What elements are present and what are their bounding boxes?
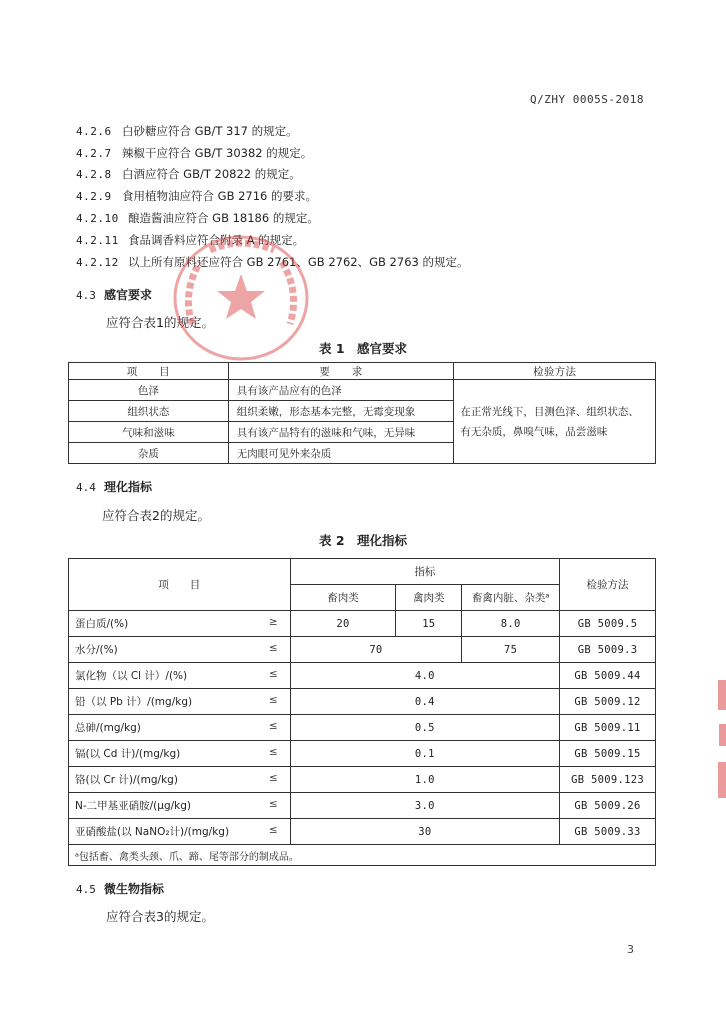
item-label: N-二甲基亚硝胺/(μg/kg): [75, 800, 192, 812]
value-cell: 8.0: [462, 611, 560, 637]
section-title: 微生物指标: [104, 882, 165, 896]
value-cell: 1.0: [290, 767, 559, 793]
clause-4-2-12: [76, 255, 468, 270]
comparison-symbol: ≤: [268, 642, 278, 654]
document-code: Q/ZHY 0005S-2018: [530, 93, 644, 106]
section-4-5-text: 应符合表3的规定。: [106, 909, 214, 924]
row-item: [69, 611, 291, 637]
clause-4-2-10: [76, 211, 319, 226]
section-title: 感官要求: [104, 288, 153, 302]
value-cell: 0.5: [290, 715, 559, 741]
comparison-symbol: ≤: [268, 746, 278, 758]
section-4-3-text: 应符合表1的规定。: [106, 315, 214, 330]
table-row: [69, 715, 656, 741]
comparison-symbol: ≤: [268, 824, 278, 836]
clause-text: 白砂糖应符合 GB/T 317 的规定。: [122, 124, 298, 138]
item-label: 蛋白质/(%): [75, 618, 129, 630]
item-label: 氯化物（以 Cl 计）/(%): [75, 670, 188, 682]
section-4-4-heading: [76, 478, 152, 495]
section-4-3-heading: [76, 286, 152, 303]
section-number: 4.3: [76, 289, 96, 302]
table-row: [69, 637, 656, 663]
test-method-cell: [454, 380, 656, 464]
table-row: [69, 819, 656, 845]
header-test-method: 检验方法: [454, 363, 656, 380]
value-cell: 75: [462, 637, 560, 663]
clause-number: 4.2.7: [76, 147, 112, 160]
method-cell: GB 5009.12: [560, 689, 656, 715]
item-label: 总砷/(mg/kg): [75, 722, 141, 734]
method-cell: GB 5009.15: [560, 741, 656, 767]
item-label: 铅（以 Pb 计）/(mg/kg): [75, 696, 193, 708]
comparison-symbol: ≤: [268, 694, 278, 706]
method-cell: GB 5009.3: [560, 637, 656, 663]
table-row: [69, 611, 656, 637]
table-row: [69, 663, 656, 689]
header-item: 项 目: [69, 559, 291, 611]
row-requirement: 具有该产品应有的色泽: [228, 380, 454, 401]
section-4-5-heading: [76, 880, 164, 897]
item-label: 水分/(%): [75, 644, 118, 656]
table-row: [69, 793, 656, 819]
row-item: [69, 819, 291, 845]
section-4-4-text: 应符合表2的规定。: [102, 508, 210, 523]
row-item: 气味和滋味: [69, 422, 229, 443]
row-item: [69, 793, 291, 819]
table2-caption: 表 2 理化指标: [318, 533, 408, 548]
section-number: 4.4: [76, 481, 96, 494]
sensory-requirements-table: [68, 362, 656, 464]
clause-4-2-11: [76, 233, 304, 248]
comparison-symbol: ≤: [268, 772, 278, 784]
row-requirement: 组织柔嫩，形态基本完整，无霉变现象: [228, 401, 454, 422]
test-method-line-1: 在正常光线下，目测色泽、组织状态、: [460, 405, 639, 418]
clause-number: 4.2.8: [76, 168, 112, 181]
comparison-symbol: ≤: [268, 720, 278, 732]
edge-stamp-fragment: [716, 672, 726, 812]
value-cell: 0.1: [290, 741, 559, 767]
section-title: 理化指标: [104, 480, 153, 494]
subheader-livestock-meat: 畜肉类: [290, 585, 396, 611]
table-header-row: [69, 363, 656, 380]
subheader-poultry-meat: 禽肉类: [396, 585, 462, 611]
value-cell: 15: [396, 611, 462, 637]
table1-caption: 表 1 感官要求: [318, 341, 408, 356]
table-footnote: ᵃ包括畜、禽类头颈、爪、蹄、尾等部分的制成品。: [69, 845, 656, 866]
clause-number: 4.2.9: [76, 190, 112, 203]
clause-4-2-7: [76, 146, 312, 161]
clause-number: 4.2.10: [76, 212, 119, 225]
table-footnote-row: [69, 845, 656, 866]
method-cell: GB 5009.44: [560, 663, 656, 689]
value-cell: 4.0: [290, 663, 559, 689]
row-item: [69, 715, 291, 741]
clause-text: 白酒应符合 GB/T 20822 的规定。: [122, 167, 301, 181]
row-item: [69, 741, 291, 767]
table-row: [69, 767, 656, 793]
clause-text: 酿造酱油应符合 GB 18186 的规定。: [128, 211, 319, 225]
table-header-row: [69, 559, 656, 585]
clause-4-2-9: [76, 189, 317, 204]
page-number: 3: [627, 943, 634, 956]
method-cell: GB 5009.123: [560, 767, 656, 793]
clause-text: 以上所有原料还应符合 GB 2761、GB 2762、GB 2763 的规定。: [128, 255, 469, 269]
value-cell: 20: [290, 611, 396, 637]
clause-4-2-8: [76, 167, 301, 182]
row-item: 组织状态: [69, 401, 229, 422]
table-row: [69, 380, 656, 401]
item-label: 镉(以 Cd 计)/(mg/kg): [75, 748, 181, 760]
item-label: 亚硝酸盐(以 NaNO₂计)/(mg/kg): [75, 826, 230, 838]
test-method-line-2: 有无杂质，鼻嗅气味，品尝滋味: [460, 425, 608, 438]
clause-text: 辣椒干应符合 GB/T 30382 的规定。: [122, 146, 313, 160]
value-cell: 70: [290, 637, 462, 663]
header-index: 指标: [290, 559, 559, 585]
method-cell: GB 5009.5: [560, 611, 656, 637]
row-item: 色泽: [69, 380, 229, 401]
method-cell: GB 5009.33: [560, 819, 656, 845]
clause-number: 4.2.12: [76, 256, 119, 269]
row-requirement: 无肉眼可见外来杂质: [228, 443, 454, 464]
row-item: 杂质: [69, 443, 229, 464]
method-cell: GB 5009.26: [560, 793, 656, 819]
value-cell: 30: [290, 819, 559, 845]
row-item: [69, 637, 291, 663]
table-row: [69, 741, 656, 767]
clause-text: 食用植物油应符合 GB 2716 的要求。: [122, 189, 318, 203]
value-cell: 0.4: [290, 689, 559, 715]
header-requirement: 要 求: [228, 363, 454, 380]
header-test-method: 检验方法: [560, 559, 656, 611]
clause-number: 4.2.11: [76, 234, 119, 247]
method-cell: GB 5009.11: [560, 715, 656, 741]
comparison-symbol: ≤: [268, 668, 278, 680]
clause-4-2-6: [76, 124, 298, 139]
row-item: [69, 663, 291, 689]
row-requirement: 具有该产品特有的滋味和气味，无异味: [228, 422, 454, 443]
table-row: [69, 689, 656, 715]
header-item: 项 目: [69, 363, 229, 380]
section-number: 4.5: [76, 883, 96, 896]
subheader-offal: 畜禽内脏、杂类ᵃ: [462, 585, 560, 611]
value-cell: 3.0: [290, 793, 559, 819]
clause-text: 食品调香料应符合附录 A 的规定。: [128, 233, 305, 247]
physicochemical-table: [68, 558, 656, 866]
comparison-symbol: ≤: [268, 798, 278, 810]
item-label: 铬(以 Cr 计)/(mg/kg): [75, 774, 178, 786]
comparison-symbol: ≥: [268, 616, 278, 628]
row-item: [69, 767, 291, 793]
clause-number: 4.2.6: [76, 125, 112, 138]
row-item: [69, 689, 291, 715]
